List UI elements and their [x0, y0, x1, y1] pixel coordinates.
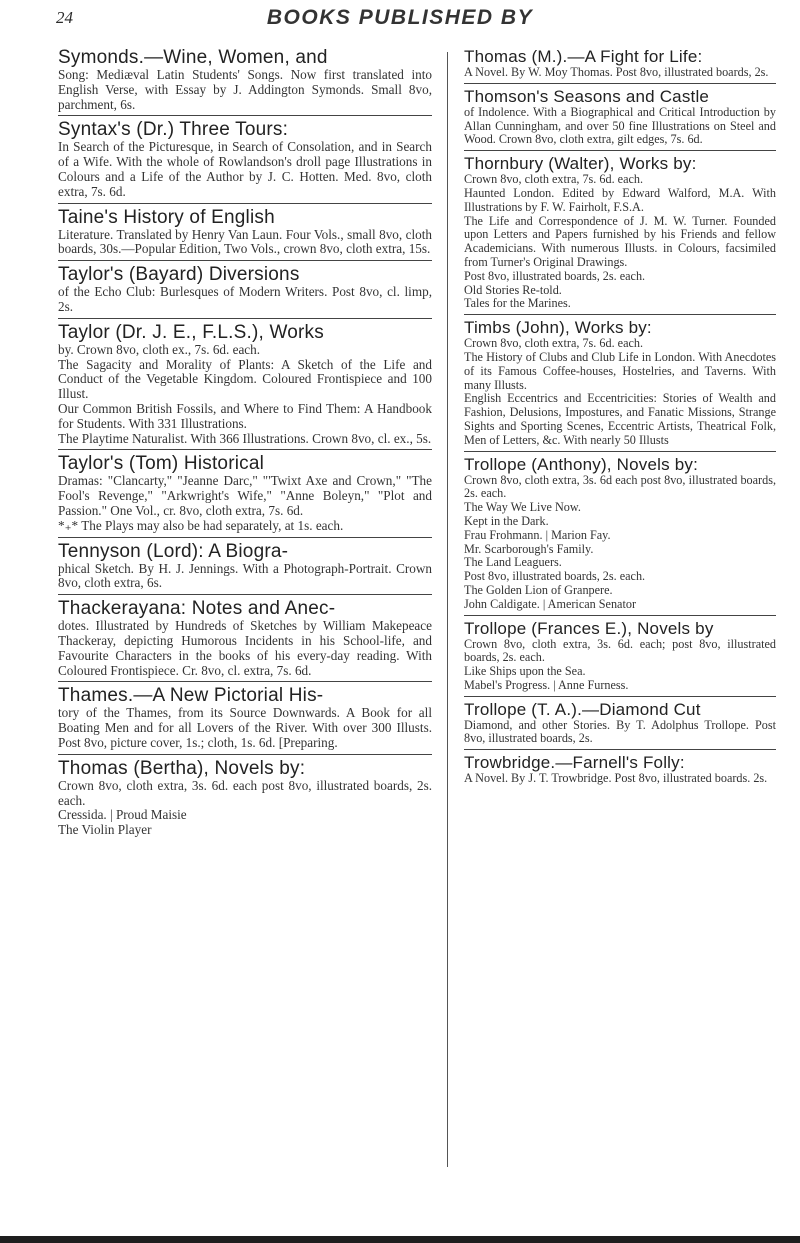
entry-heading: Tennyson (Lord): A Biogra- [58, 540, 289, 562]
entry-text: The History of Clubs and Club Life in London. With Anecdotes of its Famous Coffee-houses, Hostelries, and Taverns. With many Illusts. [464, 349, 776, 392]
running-title: BOOKS PUBLISHED BY [266, 6, 534, 29]
entry-heading: Thames.—A New Pictorial His- [58, 685, 324, 707]
entry-heading: Trollope (Frances E.), Novels by [464, 618, 714, 638]
catalogue-entry [58, 207, 432, 262]
entry-text: Crown 8vo, cloth extra, 7s. 6d. each. [464, 336, 644, 351]
entry-heading: Thomson's Seasons and Castle [464, 86, 710, 106]
entry-text: Our Common British Fossils, and Where to Find Them: A Handbook for Students. With 331 Illustrations. [58, 400, 432, 431]
catalogue-entry [464, 87, 776, 151]
entry-text: dotes. Illustrated by Hundreds of Sketches by William Makepeace Thackeray, depicting Humorous Incidents in his School-life, and Favourite Characters in the books of his every-day reading. With Coloured Frontispiece. Cr. 8vo, cl. extra, 7s. 6d. [58, 618, 432, 678]
entry-text: The Sagacity and Morality of Plants: A Sketch of the Life and Conduct of the Vegetable Kingdom. Coloured Frontispiece and 100 Illust. [58, 356, 432, 402]
catalogue-entry [464, 700, 776, 751]
entry-text: Haunted London. Edited by Edward Walford, M.A. With Illustrations by F. W. Fairholt, F.S.A. [464, 185, 776, 214]
entry-text: Kept in the Dark. [464, 513, 549, 528]
catalogue-entry [58, 685, 432, 754]
entry-heading: Taylor's (Tom) Historical [58, 453, 265, 475]
entry-text: John Caldigate. | American Senator [464, 596, 637, 611]
catalogue-entry [58, 758, 432, 841]
catalogue-entry [464, 753, 776, 789]
entry-heading: Trollope (T. A.).—Diamond Cut [464, 699, 701, 719]
entry-text: Tales for the Marines. [464, 296, 571, 311]
right-column [464, 47, 776, 1215]
bottom-rule [0, 1236, 800, 1243]
entry-text: Cressida. | Proud Maisie [58, 807, 187, 823]
entry-text: The Way We Live Now. [464, 500, 581, 515]
entry-text: phical Sketch. By H. J. Jennings. With a Photograph-Portrait. Crown 8vo, cloth extra, 6s. [58, 560, 432, 591]
entry-text: A Novel. By J. T. Trowbridge. Post 8vo, illustrated boards. 2s. [464, 771, 768, 786]
catalogue-entry [464, 154, 776, 315]
catalogue-entry [58, 453, 432, 537]
entry-text: Old Stories Re-told. [464, 282, 562, 297]
entry-text: by. Crown 8vo, cloth ex., 7s. 6d. each. [58, 341, 261, 357]
entry-text: The Playtime Naturalist. With 366 Illustrations. Crown 8vo, cl. ex., 5s. [58, 430, 432, 446]
entry-text: The Life and Correspondence of J. M. W. Turner. Founded upon Letters and Papers furnished by his Friends and fellow Academicians. With numerous Illusts. in Colours, facsimiled from Turner's Original Drawings. [464, 213, 776, 269]
catalogue-entry [464, 47, 776, 84]
catalogue-entry [58, 322, 432, 451]
entry-text: of Indolence. With a Biographical and Critical Introduction by Allan Cunningham, and over 50 fine Illustrations on Steel and Wood. Crown 8vo, cloth extra, gilt edges, 7s. 6d. [464, 104, 776, 147]
entry-text: Mabel's Progress. | Anne Furness. [464, 677, 629, 692]
entry-heading: Trollope (Anthony), Novels by: [464, 454, 699, 474]
entry-text: Crown 8vo, cloth extra, 7s. 6d. each. [464, 172, 644, 187]
entry-heading: Taylor's (Bayard) Diversions [58, 264, 300, 286]
entry-text: Crown 8vo, cloth extra, 3s. 6d each post 8vo, illustrated boards, 2s. each. [464, 472, 776, 501]
entry-text: Crown 8vo, cloth extra, 3s. 6d. each; post 8vo, illustrated boards, 2s. each. [464, 636, 776, 665]
catalogue-entry [464, 455, 776, 616]
catalogue-entry [58, 598, 432, 682]
entry-text: A Novel. By W. Moy Thomas. Post 8vo, illustrated boards, 2s. [464, 65, 769, 79]
entry-text: Crown 8vo, cloth extra, 3s. 6d. each post 8vo, illustrated boards, 2s. each. [58, 777, 432, 808]
entry-text: The Violin Player [58, 822, 152, 838]
entry-text: Like Ships upon the Sea. [464, 664, 586, 679]
entry-heading: Taylor (Dr. J. E., F.L.S.), Works [58, 321, 324, 343]
entry-text: Post 8vo, illustrated boards, 2s. each. [464, 569, 646, 584]
entry-heading: Trowbridge.—Farnell's Folly: [464, 753, 685, 773]
catalogue-entry [58, 541, 432, 596]
column-divider [447, 52, 448, 1167]
entry-text: The Golden Lion of Granpere. [464, 582, 613, 597]
catalogue-entry [58, 47, 432, 116]
entry-text: tory of the Thames, from its Source Downwards. A Book for all Boating Men and for all Lovers of the River. With over 300 Illusts. Post 8vo, picture cover, 1s.; cloth, 1s. 6d. [Preparing. [58, 705, 432, 750]
entry-text: *₊* The Plays may also be had separately, at 1s. each. [58, 517, 344, 533]
entry-text: Mr. Scarborough's Family. [464, 541, 594, 556]
entry-heading: Thomas (M.).—A Fight for Life: [464, 47, 703, 66]
entry-heading: Symonds.—Wine, Women, and [58, 47, 328, 68]
entry-heading: Syntax's (Dr.) Three Tours: [58, 119, 289, 141]
entry-text: The Land Leaguers. [464, 555, 562, 570]
page-number: 24 [56, 8, 73, 27]
entry-text: Diamond, and other Stories. By T. Adolphus Trollope. Post 8vo, illustrated boards, 2s. [464, 717, 776, 746]
entry-heading: Taine's History of English [58, 206, 275, 228]
catalogue-entry [58, 264, 432, 319]
entry-text: Song: Mediæval Latin Students' Songs. Now first translated into English Verse, with Essay by J. Addington Symonds. Small 8vo, parchment, 6s. [58, 67, 432, 112]
entry-text: Post 8vo, illustrated boards, 2s. each. [464, 268, 646, 283]
entry-heading: Timbs (John), Works by: [464, 318, 652, 338]
entry-text: English Eccentrics and Eccentricities: Stories of Wealth and Fashion, Delusions, Impostures, and Fanatic Missions, Strange Sights and Sporting Scenes, Eccentric Artists, Theatrical Folk, Men of Letters, &c. With nearly 50 Illusts [464, 391, 776, 447]
entry-heading: Thackerayana: Notes and Anec- [58, 598, 336, 620]
entry-text: Frau Frohmann. | Marion Fay. [464, 527, 611, 542]
catalogue-entry [464, 619, 776, 697]
entry-heading: Thornbury (Walter), Works by: [464, 154, 697, 174]
entry-text: of the Echo Club: Burlesques of Modern Writers. Post 8vo, cl. limp, 2s. [58, 284, 432, 314]
left-column [58, 47, 432, 1215]
entry-text: Dramas: "Clancarty," "Jeanne Darc," "'Twixt Axe and Crown," "The Fool's Revenge," "Arkwright's Wife," "Anne Boleyn," "Plot and Passion." One Vol., cr. 8vo, cloth extra, 7s. 6d. [58, 473, 432, 518]
entry-heading: Thomas (Bertha), Novels by: [58, 757, 306, 779]
entry-text: Literature. Translated by Henry Van Laun. Four Vols., small 8vo, cloth boards, 30s.—Popular Edition, Two Vols., crown 8vo, cloth extra, 15s. [58, 226, 432, 257]
entry-text: In Search of the Picturesque, in Search of Consolation, and in Search of a Wife. With the whole of Rowlandson's droll page Illustrations in Colours and a Life of the Author by J. C. Hotten. Med. 8vo, cloth extra, 7s. 6d. [58, 139, 432, 199]
catalogue-entry [464, 318, 776, 451]
catalogue-entry [58, 119, 432, 203]
